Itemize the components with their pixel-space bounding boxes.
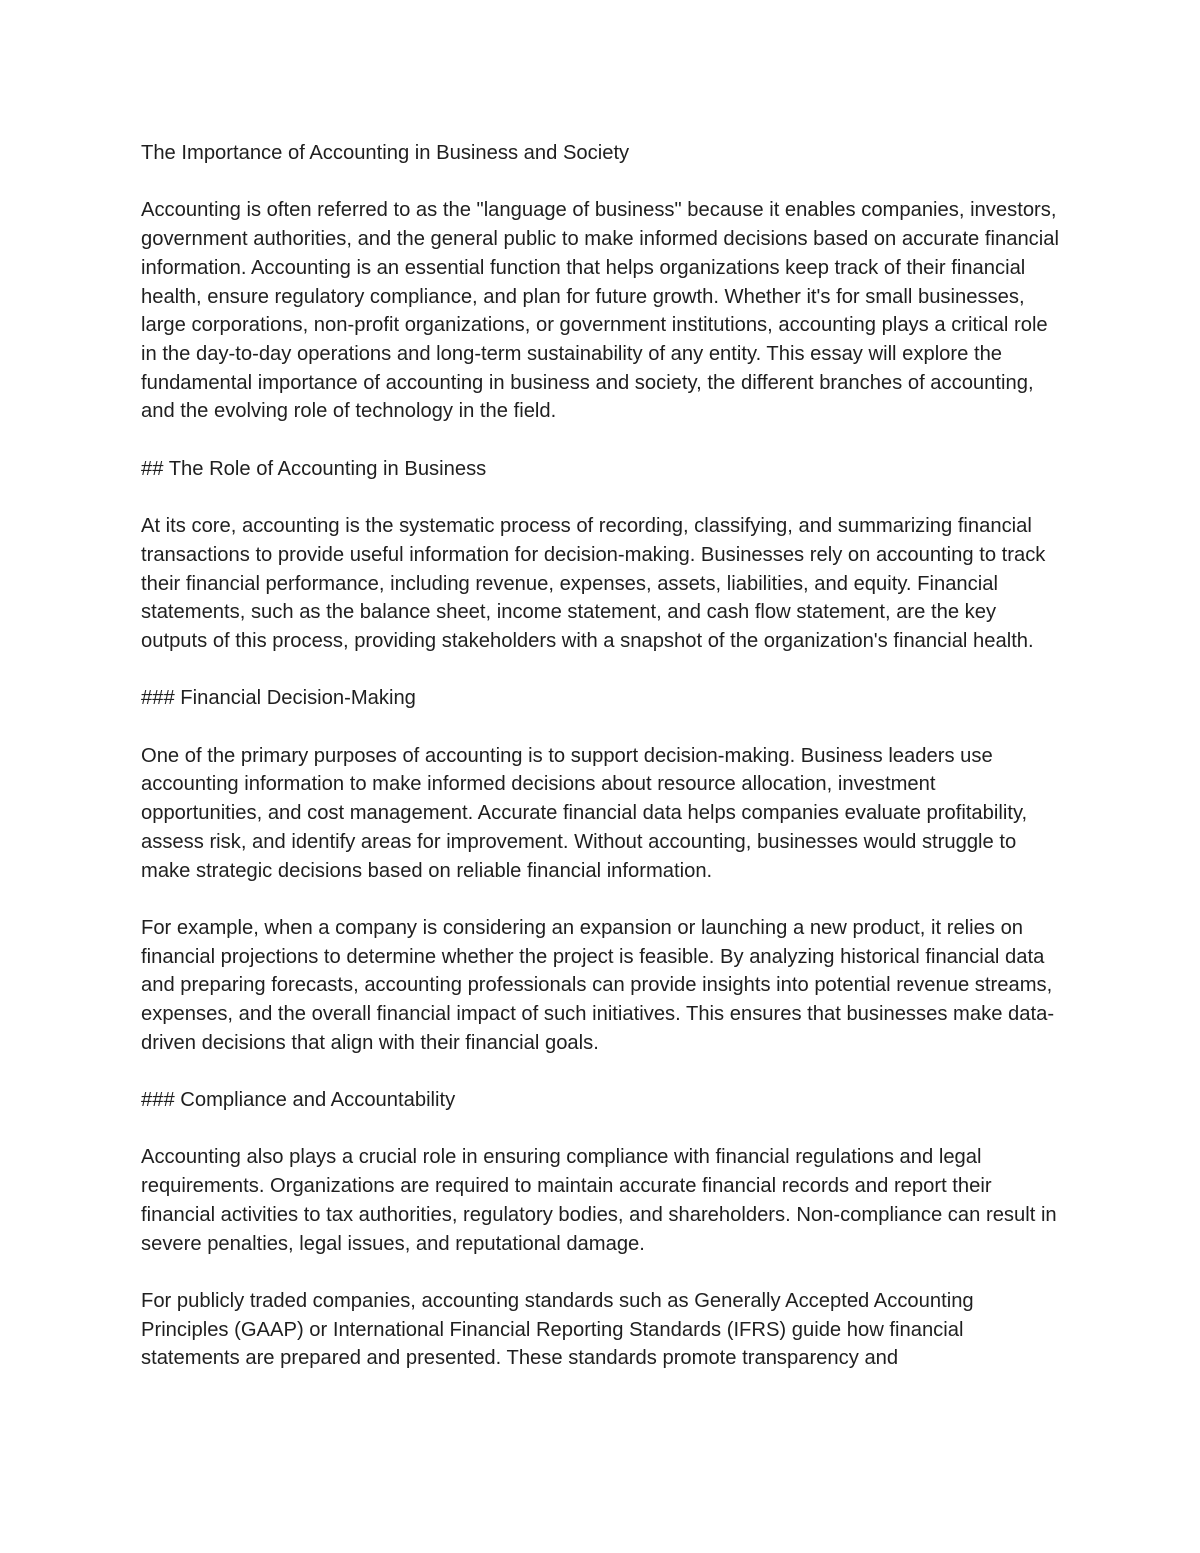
decision-paragraph-1: One of the primary purposes of accounting is to support decision-making. Business leaders use accounting information to make informed decisions about resource allocation, investment opportunities, and cost management. Accurate financial data helps companies evaluate profitability, assess risk, and identify areas for improvement. Without accounting, businesses would struggle to make strategic decisions based on reliable financial information. — [141, 744, 1028, 882]
compliance-paragraph-2: For publicly traded companies, accounting standards such as Generally Accepted Accounting Principles (GAAP) or International Financial Reporting Standards (IFRS) guide how financial statements are prepared and presented. These standards promote transparency and — [141, 1289, 974, 1370]
intro-paragraph: Accounting is often referred to as the "language of business" because it enables companies, investors, government authorities, and the general public to make informed decisions based on accurate financial information. Accounting is an essential function that helps organizations keep track of their financial health, ensure regulatory compliance, and plan for future growth. Whether it's for small businesses, large corporations, non-profit organizations, or government institutions, accounting plays a critical role in the day-to-day operations and long-term sustainability of any entity. This essay will explore the fundamental importance of accounting in business and society, the different branches of accounting, and the evolving role of technology in the field. — [141, 199, 1059, 423]
heading-compliance-accountability: ### Compliance and Accountability — [141, 1089, 456, 1112]
compliance-paragraph-1: Accounting also plays a crucial role in ensuring compliance with financial regulations and legal requirements. Organizations are required to maintain accurate financial records and report their financial activities to tax authorities, regulatory bodies, and shareholders. Non-compliance can result in severe penalties, legal issues, and reputational damage. — [141, 1146, 1057, 1255]
document-title: The Importance of Accounting in Business and Society — [141, 142, 630, 164]
role-paragraph: At its core, accounting is the systematic process of recording, classifying, and summarizing financial transactions to provide useful information for decision-making. Businesses rely on accounting to track their financial performance, including revenue, expenses, assets, liabilities, and equity. Financial statements, such as the balance sheet, income statement, and cash flow statement, are the key outputs of this process, providing stakeholders with a snapshot of the organization's financial health. — [141, 515, 1046, 652]
decision-paragraph-2: For example, when a company is considering an expansion or launching a new product, it relies on financial projections to determine whether the project is feasible. By analyzing historical financial data and preparing forecasts, accounting professionals can provide insights into potential revenue streams, expenses, and the overall financial impact of such initiatives. This ensures that businesses make data-driven decisions that align with their financial goals. — [141, 916, 1055, 1054]
document-page — [141, 139, 1061, 1402]
heading-financial-decision-making: ### Financial Decision-Making — [141, 687, 416, 710]
heading-role-of-accounting: ## The Role of Accounting in Business — [141, 457, 487, 480]
